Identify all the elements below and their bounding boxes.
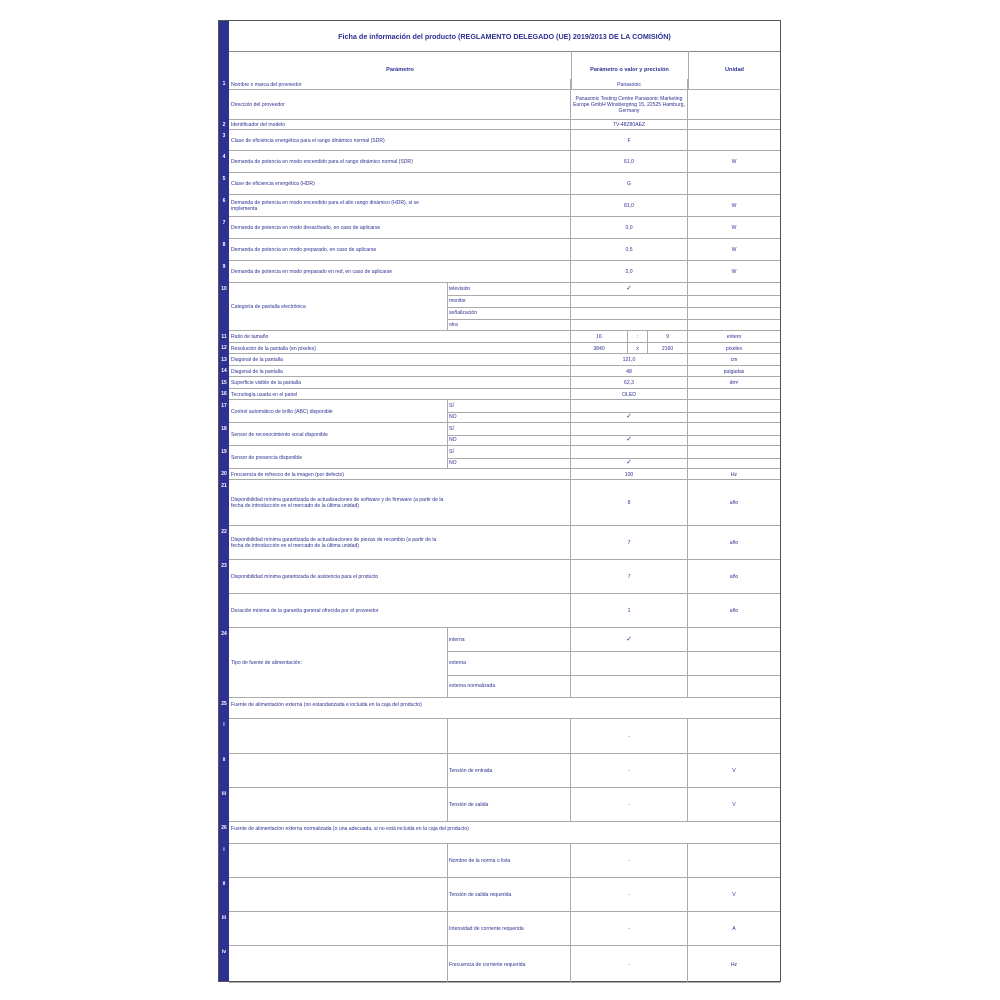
parameter-unit: V [732, 768, 736, 774]
parameter-value: 0,5 [625, 247, 633, 253]
option-yes: SÍ [449, 425, 454, 432]
product-info-sheet [218, 20, 781, 982]
row-number: 18 [221, 426, 227, 432]
table-row [219, 480, 780, 526]
option-yes: SÍ [449, 448, 454, 455]
row-number: 9 [222, 264, 226, 270]
value-b: 2160 [661, 345, 674, 352]
parameter-unit: entero [726, 334, 742, 340]
parameter-unit: Hz [730, 961, 738, 968]
table-row [219, 844, 780, 878]
table-row [219, 628, 780, 698]
parameter-value: - [628, 768, 630, 774]
row-number: 2 [222, 122, 226, 128]
parameter-value: - [628, 802, 630, 808]
sub-parameter-label: Intensidad de corriente requerida [449, 926, 524, 932]
row-number: 6 [222, 198, 226, 204]
col-divider [447, 719, 448, 754]
section-label: Fuente de alimentación externa normalizada (o una adecuada, si no está incluida en la caja del producto) [231, 826, 469, 832]
parameter-label: Tipo de fuente de alimentación: [231, 660, 302, 666]
parameter-value: 2,0 [625, 269, 633, 275]
table-row [219, 173, 780, 195]
row-number: 12 [221, 345, 227, 351]
sub-parameter-label: Tensión de salida requerida [449, 892, 512, 898]
option-divider [448, 319, 780, 320]
row-number: i [223, 722, 225, 728]
col-divider [687, 173, 688, 195]
section-label: Fuente de alimentación externa (no estandarizada e incluida en la caja del producto) [231, 702, 422, 708]
parameter-label: Demanda de potencia en modo encendido para el alto rango dinámico (HDR), si se implementa [231, 200, 420, 212]
row-number: 14 [221, 368, 227, 374]
row-number: 22 [221, 529, 227, 535]
option-label: señalización [449, 310, 478, 316]
header-param: Parámetro [229, 51, 572, 90]
row-number: 24 [221, 631, 227, 637]
row-number: 16 [221, 391, 227, 397]
option-label: externa [449, 659, 466, 666]
table-row [219, 526, 780, 560]
parameter-value: 8 [627, 500, 631, 506]
parameter-label: Dirección del proveedor [231, 102, 285, 108]
parameter-unit: W [731, 247, 737, 253]
header-value: Parámetro o valor y precisión [571, 51, 689, 90]
parameter-value: G [627, 181, 631, 187]
parameter-unit: año [729, 608, 739, 614]
option-divider [448, 651, 780, 652]
table-row [219, 239, 780, 261]
table-row [219, 283, 780, 331]
parameter-unit: V [732, 802, 736, 808]
parameter-label: Control automático de brillo (ABC) disponible [231, 408, 333, 415]
parameter-unit: V [732, 892, 736, 898]
row-number: 1 [222, 81, 226, 87]
parameter-value: 7 [627, 540, 631, 546]
parameter-value: 7 [627, 574, 631, 580]
col-divider [687, 90, 688, 120]
parameter-value: Panasonic [617, 81, 641, 88]
col-divider [687, 79, 688, 90]
check-mark: ✓ [626, 413, 632, 421]
parameter-unit: año [729, 500, 739, 506]
row-number: 21 [221, 483, 227, 489]
parameter-value: - [628, 892, 630, 898]
col-divider [687, 130, 688, 151]
table-row [219, 377, 780, 389]
parameter-unit: W [731, 203, 737, 209]
row-number: 17 [221, 403, 227, 409]
parameter-label: Categoría de pantalla electrónica [231, 304, 306, 310]
table-row [219, 423, 780, 446]
sub-parameter-label: Frecuencia de corriente requerida [449, 961, 526, 968]
option-label: monitor [449, 298, 466, 304]
parameter-value: 48 [626, 368, 632, 375]
col-divider [687, 628, 688, 698]
parameter-value: - [628, 858, 630, 864]
row-number: 13 [221, 357, 227, 363]
option-label: externa normalizada [449, 683, 496, 690]
parameter-value: - [628, 961, 630, 968]
option-no: NO [449, 460, 457, 467]
check-mark: ✓ [626, 285, 632, 292]
parameter-label: Resolución de la pantalla (en píxeles) [231, 345, 316, 352]
table-row [219, 912, 780, 946]
value-separator: x [636, 345, 639, 352]
table-row [219, 90, 780, 120]
check-mark: ✓ [626, 436, 632, 444]
col-divider [687, 719, 688, 754]
table-row [219, 878, 780, 912]
parameter-unit: año [729, 540, 739, 546]
row-number: 19 [221, 449, 227, 455]
parameter-unit: A [732, 926, 736, 932]
header-unit: Unidad [688, 51, 781, 90]
parameter-value: OLED [622, 391, 636, 398]
parameter-value: 121,0 [622, 357, 636, 363]
parameter-value: Panasonic Testing Centre Panasonic Marketing Europe GmbH Winsbergring 15, 22525 Hamburg, Germany [573, 96, 685, 114]
parameter-unit: W [731, 225, 737, 231]
option-divider [448, 675, 780, 676]
parameter-label: Diagonal de la pantalla [231, 357, 283, 363]
table-row [219, 389, 780, 400]
row-number: 11 [221, 334, 227, 340]
table-row [219, 469, 780, 480]
table-row [219, 594, 780, 628]
parameter-label: Demanda de potencia en modo preparado en red, en caso de aplicarse [231, 269, 393, 275]
parameter-label: Disponibilidad mínima garantizada de actualizaciones de piezas de recambio (a partir de la fecha de introducción en el mercado de la última unidad) [231, 537, 437, 549]
sub-parameter-label: Tensión de entrada [449, 768, 493, 774]
parameter-label: Superficie visible de la pantalla [231, 380, 301, 386]
option-divider [448, 295, 780, 296]
option-yes: SÍ [449, 402, 454, 409]
parameter-label: Clase de eficiencia energética para el rango dinámico normal (SDR) [231, 137, 385, 144]
parameter-value: TV-48Z80AEZ [612, 122, 646, 128]
parameter-unit: Hz [730, 471, 738, 478]
table-row [219, 366, 780, 377]
row-number: 7 [222, 220, 226, 226]
parameter-value: 62,3 [624, 380, 634, 386]
parameter-unit: W [731, 269, 737, 275]
col-divider [687, 389, 688, 400]
table-row [219, 261, 780, 283]
table-row [219, 788, 780, 822]
table-row [219, 946, 780, 983]
parameter-label: Nombre o marca del proveedor [231, 81, 302, 88]
parameter-value: F [627, 137, 631, 144]
option-no: NO [449, 414, 457, 421]
parameter-label: Tecnología usada en el panel [231, 391, 298, 398]
table-row [219, 331, 780, 343]
sub-parameter-label: Tensión de salida [449, 802, 489, 808]
value-a: 3840 [593, 345, 605, 352]
row-number: 10 [221, 286, 227, 292]
parameter-value: 61,0 [624, 159, 634, 165]
row-number: 15 [221, 380, 227, 386]
row-number: iv [221, 949, 227, 955]
col-divider [687, 844, 688, 878]
parameter-unit: cm [730, 357, 738, 363]
value-b: 9 [666, 334, 669, 340]
row-number: 20 [221, 471, 227, 477]
parameter-value: 1 [627, 608, 631, 614]
col-divider [687, 120, 688, 130]
option-no: NO [449, 437, 457, 444]
parameter-value: 81,0 [624, 203, 634, 209]
row-number: 5 [222, 176, 226, 182]
sheet-title: Ficha de información del producto (REGLAMENTO DELEGADO (UE) 2019/2013 DE LA COMISIÓN) [229, 21, 780, 52]
parameter-label: Sensor de reconocimiento vocal disponible [231, 431, 328, 438]
table-row [219, 754, 780, 788]
parameter-unit: W [731, 159, 737, 165]
row-number: 4 [222, 154, 226, 160]
parameter-label: Diagonal de la pantalla [231, 368, 283, 375]
parameter-label: Identificador del modelo [231, 122, 286, 128]
value-a: 16 [596, 334, 602, 340]
parameter-value: 0,0 [625, 225, 633, 231]
row-number: 8 [222, 242, 226, 248]
parameter-unit: píxeles [725, 345, 743, 352]
parameter-value: - [628, 733, 630, 740]
parameter-label: Frecuencia de refresco de la imagen (por defecto) [231, 471, 344, 478]
table-row [219, 79, 780, 90]
check-mark: ✓ [626, 459, 632, 467]
option-label: otra [449, 322, 458, 328]
table-row [219, 822, 780, 844]
table-row [219, 446, 780, 469]
table-row [219, 120, 780, 130]
table-row [219, 719, 780, 754]
parameter-label: Ratio de tamaño [231, 334, 269, 340]
table-row [219, 195, 780, 217]
row-number: 3 [222, 133, 226, 139]
table-row [219, 354, 780, 366]
option-divider [448, 307, 780, 308]
row-number: iii [221, 915, 227, 921]
table-row [219, 698, 780, 719]
parameter-label: Clase de eficiencia energética (HDR) [231, 181, 315, 187]
table-row [219, 343, 780, 354]
parameter-label: Sensor de presencia disponible [231, 454, 303, 461]
table-row [219, 130, 780, 151]
parameter-label: Disponibilidad mínima garantizada de actualizaciones de software y de firmware (a partir de la fecha de introducción en el mercado de la última unidad) [231, 497, 444, 509]
value-separator: : [636, 334, 639, 340]
parameter-label: Demanda de potencia en modo desactivado, en caso de aplicarse [231, 225, 381, 231]
row-number: 25 [221, 701, 227, 707]
option-label: interna [449, 636, 465, 643]
check-mark: ✓ [626, 635, 632, 643]
parameter-value: - [628, 926, 630, 932]
parameter-value: 100 [624, 471, 634, 478]
row-number: iii [221, 791, 227, 797]
parameter-label: Demanda de potencia en modo preparado, en caso de aplicarse [231, 247, 377, 253]
table-row [219, 151, 780, 173]
parameter-unit: año [729, 574, 739, 580]
row-number: i [223, 847, 225, 853]
row-number: ii [222, 757, 226, 763]
row-number: 23 [221, 563, 227, 569]
parameter-unit: pulgadas [723, 368, 745, 375]
option-label: televisión [449, 286, 471, 292]
table-row [219, 560, 780, 594]
table-row [219, 400, 780, 423]
parameter-unit: dm² [729, 380, 739, 386]
table-row [219, 217, 780, 239]
parameter-label: Demanda de potencia en modo encendido para el rango dinámico normal (SDR) [231, 159, 413, 165]
row-number: 26 [221, 825, 227, 831]
parameter-label: Disponibilidad mínima garantizada de asistencia para el producto [231, 574, 379, 580]
parameter-label: Duración mínima de la garantía general ofrecida por el proveedor [231, 608, 379, 614]
row-number: ii [222, 881, 226, 887]
sub-parameter-label: Nombre de la norma o lista [449, 858, 511, 864]
